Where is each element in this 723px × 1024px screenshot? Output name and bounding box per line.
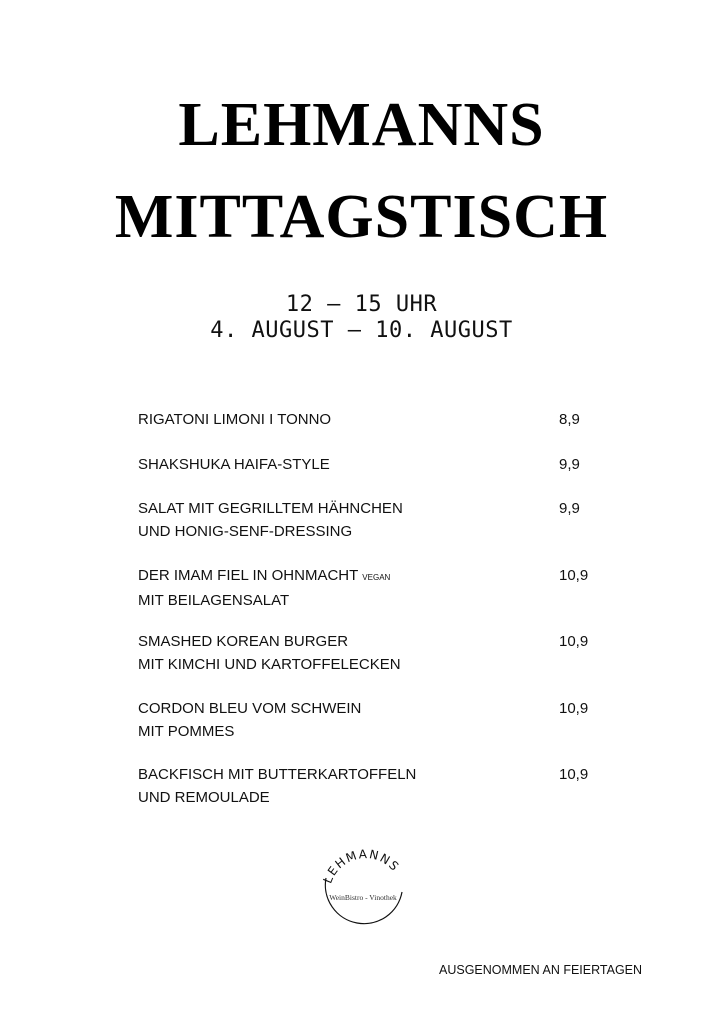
menu-item-name: RIGATONI LIMONI I TONNO	[138, 411, 332, 428]
opening-hours: 12 – 15 UHR	[285, 292, 438, 317]
menu-item-name: SALAT MIT GEGRILLTEM HÄHNCHEN UND HONIG-SENF-DRESSING	[138, 500, 403, 540]
holiday-note: AUSGENOMMEN AN FEIERTAGEN	[439, 963, 643, 977]
menu-item-name: BACKFISCH MIT BUTTERKARTOFFELN UND REMOULADE	[138, 766, 417, 806]
logo-name: LEHMANNS	[320, 848, 403, 886]
page-title-line1: LEHMANNS	[178, 91, 545, 159]
menu-item-name: SMASHED KOREAN BURGER MIT KIMCHI UND KARTOFFELECKEN	[138, 633, 401, 673]
page-title-line2: MITTAGSTISCH	[114, 183, 609, 251]
menu-item-price: 10,9	[559, 766, 589, 783]
menu-item-price: 9,9	[559, 456, 580, 473]
menu-item-name: SHAKSHUKA HAIFA-STYLE	[138, 456, 330, 473]
menu-item-price: 8,9	[559, 411, 580, 428]
menu-item-price: 9,9	[559, 500, 580, 517]
menu-item-price: 10,9	[559, 567, 589, 584]
menu-item-name: CORDON BLEU VOM SCHWEIN MIT POMMES	[138, 700, 362, 740]
logo-subtitle: WeinBistro - Vinothek	[329, 893, 397, 902]
date-range: 4. AUGUST – 10. AUGUST	[210, 318, 513, 343]
vegan-tag: VEGAN	[362, 573, 391, 582]
lehmanns-logo	[312, 848, 416, 936]
menu-item-price: 10,9	[559, 700, 589, 717]
menu-item-name: DER IMAM FIEL IN OHNMACHT VEGAN MIT BEILAGENSALAT	[138, 567, 391, 609]
menu-item-price: 10,9	[559, 633, 589, 650]
